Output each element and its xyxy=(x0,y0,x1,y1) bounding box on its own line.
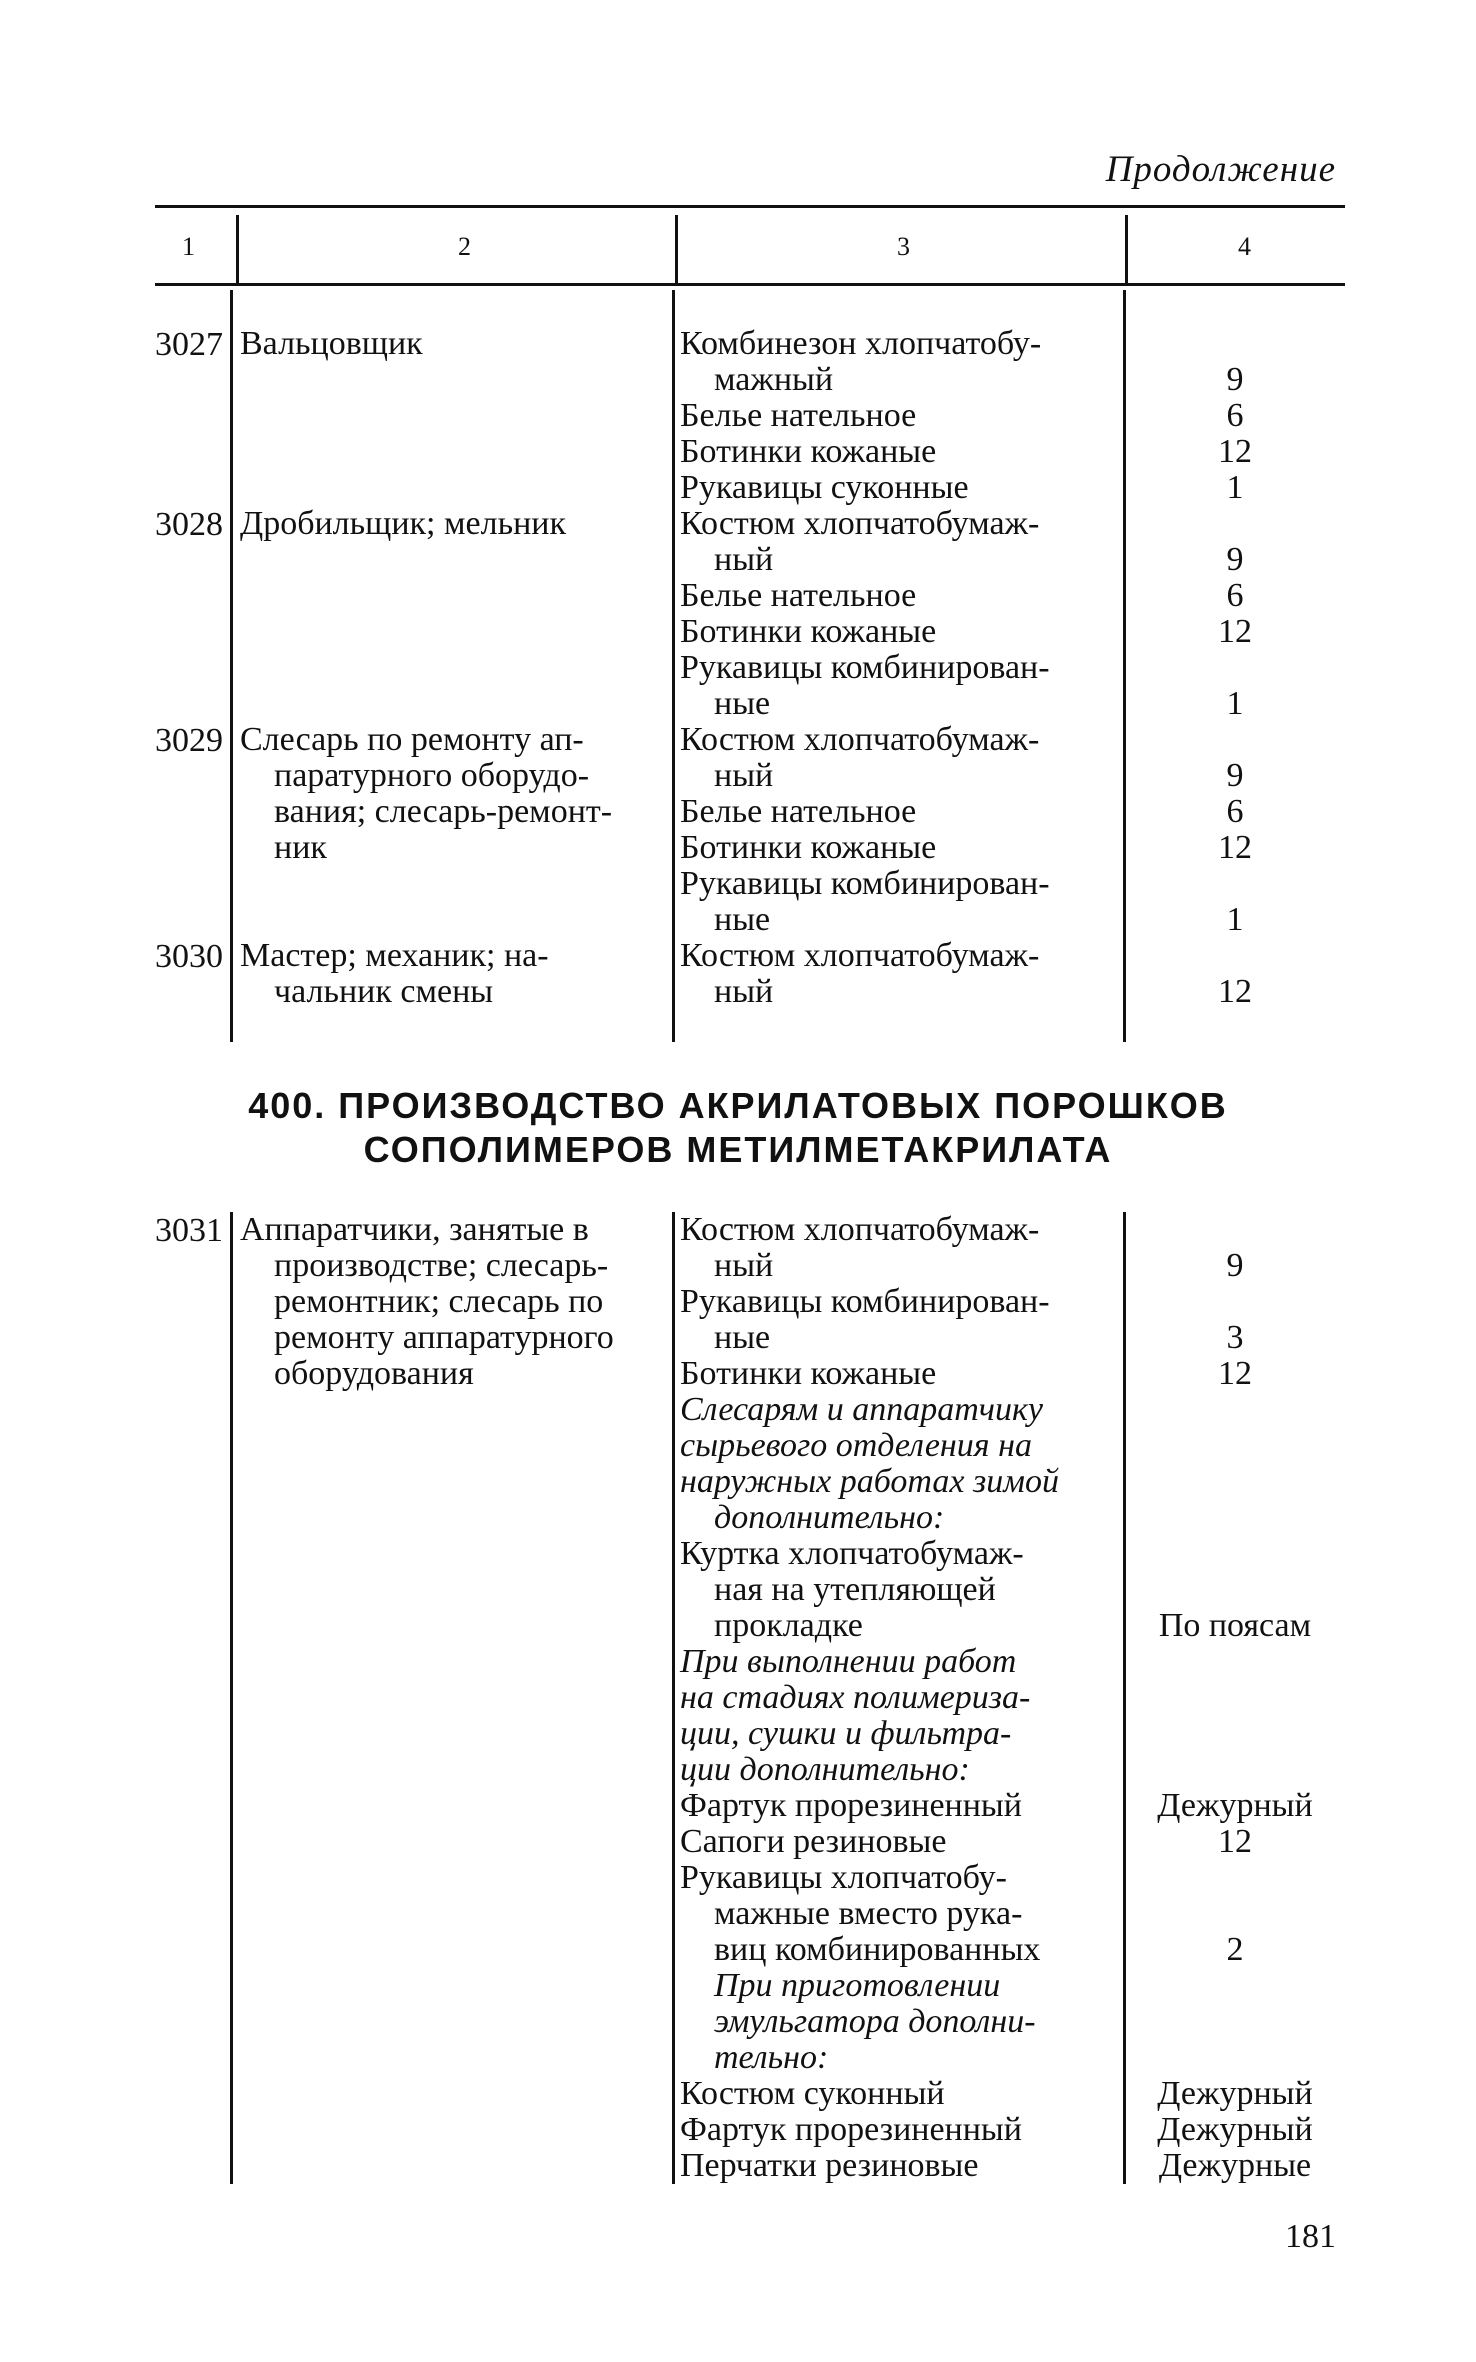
occupation-line: ремонту аппаратурного xyxy=(274,1319,614,1356)
item-line: Перчатки резиновые xyxy=(680,2147,979,2184)
item-line: Рукавицы комбинирован- xyxy=(680,1283,1050,1320)
qty-value xyxy=(1130,866,1340,902)
qty-value xyxy=(1130,938,1340,974)
item-line: Комбинезон хлопчатобу- xyxy=(680,325,1042,362)
item-line: Ботинки кожаные xyxy=(680,829,937,866)
qty-value xyxy=(1130,506,1340,542)
qty-value: 12 xyxy=(1218,1823,1252,1860)
item-note-line: наружных работах зимой xyxy=(680,1463,1059,1500)
item-line: прокладке xyxy=(714,1607,863,1644)
qty-value: 6 xyxy=(1226,397,1244,434)
item-line: Белье нательное xyxy=(680,397,917,434)
table2-divider-2 xyxy=(672,1212,675,2184)
qty-value: 12 xyxy=(1218,613,1252,650)
row-items xyxy=(680,506,1120,722)
item-line: Рукавицы комбинирован- xyxy=(680,649,1050,686)
qty-value xyxy=(1130,1644,1340,1680)
qty-value xyxy=(1130,2040,1340,2076)
qty-value: 9 xyxy=(1226,361,1244,398)
qty-value: 6 xyxy=(1226,577,1244,614)
qty-value xyxy=(1130,1464,1340,1500)
row-quantities xyxy=(1130,1212,1340,2184)
item-line: Белье нательное xyxy=(680,577,917,614)
row-quantities xyxy=(1130,326,1340,506)
occupation-line: ник xyxy=(274,829,327,866)
item-line: Рукавицы суконные xyxy=(680,469,969,506)
row-code: 3030 xyxy=(155,938,223,975)
qty-value: 2 xyxy=(1226,1931,1244,1968)
table1-divider-1 xyxy=(230,290,233,1042)
item-line: ная на утепляющей xyxy=(714,1571,996,1608)
item-line: Куртка хлопчатобумаж- xyxy=(680,1535,1024,1572)
table-header-bottom-rule xyxy=(155,283,1345,286)
item-line: ные xyxy=(714,901,771,938)
item-note-line: тельно: xyxy=(714,2039,829,2076)
occupation-line: Слесарь по ремонту ап- xyxy=(240,721,584,758)
item-line: Ботинки кожаные xyxy=(680,1355,937,1392)
page-number: 181 xyxy=(1285,2218,1336,2255)
qty-value xyxy=(1130,650,1340,686)
qty-value xyxy=(1130,1968,1340,2004)
qty-value xyxy=(1130,1572,1340,1608)
qty-value: 1 xyxy=(1226,469,1244,506)
item-line: Белье нательное xyxy=(680,793,917,830)
qty-value: 1 xyxy=(1226,685,1244,722)
row-quantities xyxy=(1130,722,1340,938)
qty-value: 12 xyxy=(1218,433,1252,470)
item-note-line: Слесарям и аппаратчику xyxy=(680,1391,1044,1428)
column-number-3: 3 xyxy=(897,232,910,261)
row-items xyxy=(680,326,1120,506)
item-line: ный xyxy=(714,757,774,794)
row-code: 3031 xyxy=(155,1212,223,1249)
qty-value: 9 xyxy=(1226,1247,1244,1284)
qty-value xyxy=(1130,1716,1340,1752)
row-quantities xyxy=(1130,506,1340,722)
occupation-line: паратурного оборудо- xyxy=(274,757,590,794)
qty-value: 1 xyxy=(1226,901,1244,938)
header-divider-3 xyxy=(1125,215,1128,283)
item-note-line: При выполнении работ xyxy=(680,1643,1017,1680)
item-line: Рукавицы комбинирован- xyxy=(680,865,1050,902)
occupation-line: чальник смены xyxy=(274,973,494,1010)
occupation-line: Дробильщик; мельник xyxy=(240,505,566,542)
item-line: мажный xyxy=(714,361,834,398)
qty-value: 9 xyxy=(1226,541,1244,578)
column-number-2: 2 xyxy=(458,232,471,261)
row-code: 3028 xyxy=(155,506,223,543)
row-items xyxy=(680,1212,1120,2184)
qty-value: Дежурный xyxy=(1157,1787,1313,1824)
item-line: ный xyxy=(714,541,774,578)
row-occupation xyxy=(240,506,670,542)
qty-value xyxy=(1130,326,1340,362)
qty-value xyxy=(1130,1536,1340,1572)
item-line: Костюм хлопчатобумаж- xyxy=(680,1211,1040,1248)
row-occupation xyxy=(240,1212,670,1392)
item-line: ные xyxy=(714,1319,771,1356)
occupation-line: вания; слесарь-ремонт- xyxy=(274,793,613,830)
qty-value: Дежурный xyxy=(1157,2075,1313,2112)
item-line: Фартук прорезиненный xyxy=(680,1787,1022,1824)
occupation-line: Мастер; механик; на- xyxy=(240,937,549,974)
row-quantities xyxy=(1130,938,1340,1010)
qty-value: 3 xyxy=(1226,1319,1244,1356)
item-note-line: При приготовлении xyxy=(714,1967,1001,2004)
occupation-line: Вальцовщик xyxy=(240,325,423,362)
qty-value: Дежурные xyxy=(1158,2147,1312,2184)
occupation-line: оборудования xyxy=(274,1355,474,1392)
qty-value: 9 xyxy=(1226,757,1244,794)
item-line: виц комбинированных xyxy=(714,1931,1041,1968)
table1-divider-2 xyxy=(672,290,675,1042)
item-line: Костюм хлопчатобумаж- xyxy=(680,937,1040,974)
qty-value xyxy=(1130,2004,1340,2040)
qty-value xyxy=(1130,722,1340,758)
item-note-line: дополнительно: xyxy=(714,1499,945,1536)
table-top-rule xyxy=(155,205,1345,208)
item-line: Фартук прорезиненный xyxy=(680,2111,1022,2148)
qty-value xyxy=(1130,1752,1340,1788)
continuation-label: Продолжение xyxy=(1105,149,1336,190)
table2-divider-3 xyxy=(1123,1212,1126,2184)
qty-value: Дежурный xyxy=(1157,2111,1313,2148)
qty-value xyxy=(1130,1284,1340,1320)
section-title-line-1: 400. ПРОИЗВОДСТВО АКРИЛАТОВЫХ ПОРОШКОВ xyxy=(248,1085,1228,1126)
qty-value: 12 xyxy=(1218,829,1252,866)
header-divider-2 xyxy=(675,215,678,283)
item-line: Костюм суконный xyxy=(680,2075,945,2112)
row-items xyxy=(680,938,1120,1010)
qty-value xyxy=(1130,1896,1340,1932)
row-occupation xyxy=(240,722,670,866)
item-note-line: ции, сушки и фильтра- xyxy=(680,1715,1012,1752)
item-line: мажные вместо рука- xyxy=(714,1895,1023,1932)
item-line: ные xyxy=(714,685,771,722)
qty-value xyxy=(1130,1680,1340,1716)
item-note-line: эмульгатора дополни- xyxy=(714,2003,1036,2040)
header-divider-1 xyxy=(236,215,239,283)
qty-value xyxy=(1130,1500,1340,1536)
item-line: ный xyxy=(714,973,774,1010)
table1-divider-3 xyxy=(1123,290,1126,1042)
item-line: ный xyxy=(714,1247,774,1284)
column-number-1: 1 xyxy=(182,232,195,261)
item-line: Ботинки кожаные xyxy=(680,613,937,650)
qty-value: По поясам xyxy=(1158,1607,1312,1644)
qty-value: 6 xyxy=(1226,793,1244,830)
occupation-line: Аппаратчики, занятые в xyxy=(240,1211,589,1248)
row-code: 3027 xyxy=(155,326,223,363)
qty-value: 12 xyxy=(1218,973,1252,1010)
section-title-line-2: СОПОЛИМЕРОВ МЕТИЛМЕТАКРИЛАТА xyxy=(363,1129,1113,1170)
row-occupation xyxy=(240,938,670,1010)
row-code: 3029 xyxy=(155,722,223,759)
item-line: Рукавицы хлопчатобу- xyxy=(680,1859,1008,1896)
item-note-line: сырьевого отделения на xyxy=(680,1427,1032,1464)
row-items xyxy=(680,722,1120,938)
qty-value: 12 xyxy=(1218,1355,1252,1392)
section-title xyxy=(0,1084,1476,1172)
occupation-line: производстве; слесарь- xyxy=(274,1247,609,1284)
column-number-4: 4 xyxy=(1238,232,1251,261)
item-line: Костюм хлопчатобумаж- xyxy=(680,505,1040,542)
occupation-line: ремонтник; слесарь по xyxy=(274,1283,604,1320)
qty-value xyxy=(1130,1392,1340,1428)
item-note-line: ции дополнительно: xyxy=(680,1751,970,1788)
item-line: Ботинки кожаные xyxy=(680,433,937,470)
qty-value xyxy=(1130,1860,1340,1896)
item-line: Костюм хлопчатобумаж- xyxy=(680,721,1040,758)
item-note-line: на стадиях полимериза- xyxy=(680,1679,1031,1716)
qty-value xyxy=(1130,1428,1340,1464)
qty-value xyxy=(1130,1212,1340,1248)
row-occupation xyxy=(240,326,670,362)
table2-divider-1 xyxy=(230,1212,233,2184)
item-line: Сапоги резиновые xyxy=(680,1823,947,1860)
